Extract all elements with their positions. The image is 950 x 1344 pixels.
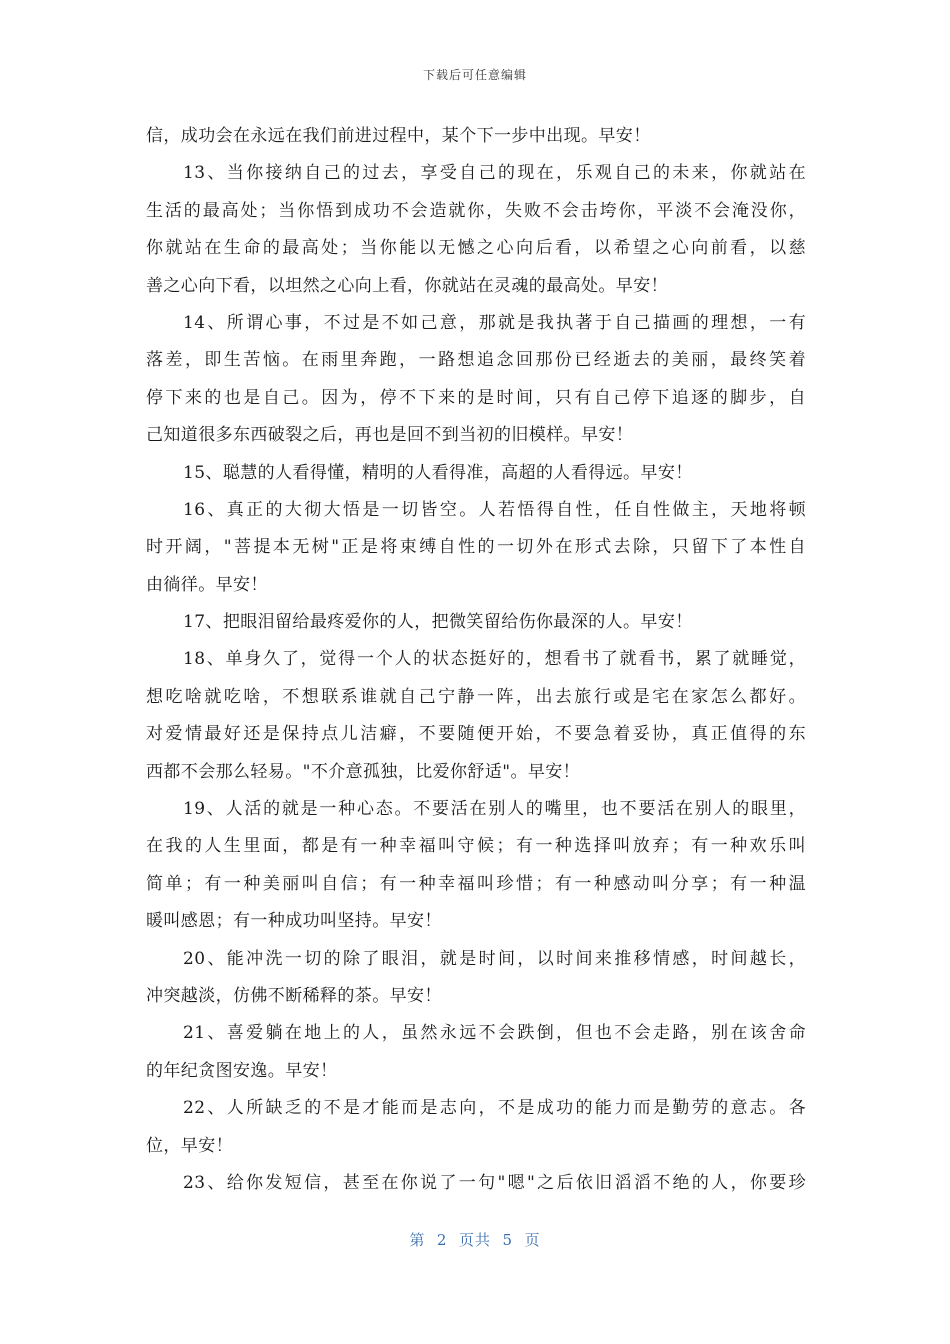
text-line: 暖叫感恩；有一种成功叫坚持。早安！ [146,911,442,932]
text-line: 信，成功会在永远在我们前进过程中，某个下一步中出现。早安！ [146,126,651,146]
text-line: 生活的最高处；当你悟到成功不会造就你，失败不会击垮你，平淡不会淹没你， [146,200,806,221]
text-line: 22、人所缺乏的不是才能而是志向，不是成功的能力而是勤劳的意志。各 [183,1098,806,1119]
text-line: 冲突越淡，仿佛不断稀释的茶。早安！ [146,985,442,1006]
document-body [146,118,806,1202]
text-line: 落差，即生苦恼。在雨里奔跑，一路想追念回那份已经逝去的美丽，最终笑着 [146,350,806,371]
text-line: 18、单身久了，觉得一个人的状态挺好的，想看书了就看书，累了就睡觉， [183,649,806,670]
text-line: 对爱情最好还是保持点儿洁癖，不要随便开始，不要急着妥协，真正值得的东 [146,724,806,745]
text-line: 想吃啥就吃啥，不想联系谁就自己宁静一阵，出去旅行或是宅在家怎么都好。 [146,686,806,707]
text-line: 14、所谓心事，不过是不如己意，那就是我执著于自己描画的理想，一有 [183,312,806,333]
text-line: 西都不会那么轻易。"不介意孤独，比爱你舒适"。早安！ [146,761,581,782]
text-line: 17、把眼泪留给最疼爱你的人，把微笑留给伤你最深的人。早安！ [183,612,693,633]
text-line: 位，早安！ [146,1135,233,1156]
text-line: 23、给你发短信，甚至在你说了一句"嗯"之后依旧滔滔不绝的人，你要珍 [183,1172,806,1193]
text-line: 时开阔，"菩提本无树"正是将束缚自性的一切外在形式去除，只留下了本性自 [146,537,806,558]
text-line: 20、能冲洗一切的除了眼泪，就是时间，以时间来推移情感，时间越长， [183,948,806,969]
text-line: 19、人活的就是一种心态。不要活在别人的嘴里，也不要活在别人的眼里， [183,799,806,820]
text-line: 在我的人生里面，都是有一种幸福叫守候；有一种选择叫放弃；有一种欢乐叫 [146,836,806,857]
text-line: 己知道很多东西破裂之后，再也是回不到当初的旧模样。早安！ [146,425,634,446]
page-header: 下载后可任意编辑 [422,68,527,82]
text-line: 的年纪贪图安逸。早安！ [146,1060,338,1081]
text-line: 善之心向下看，以坦然之心向上看，你就站在灵魂的最高处。早安！ [146,275,668,296]
text-line: 16、真正的大彻大悟是一切皆空。人若悟得自性，任自性做主，天地将顿 [183,499,806,520]
text-line: 21、喜爱躺在地上的人，虽然永远不会跌倒，但也不会走路，别在该舍命 [183,1023,806,1044]
text-line: 由徜徉。早安！ [146,574,268,595]
text-line: 你就站在生命的最高处；当你能以无憾之心向后看，以希望之心向前看，以慈 [146,238,806,259]
text-line: 13、当你接纳自己的过去，享受自己的现在，乐观自己的未来，你就站在 [183,163,806,184]
text-line: 停下来的也是自己。因为，停不下来的是时间，只有自己停下追逐的脚步，自 [146,387,806,408]
text-line: 15、聪慧的人看得懂，精明的人看得准，高超的人看得远。早安！ [183,462,693,483]
text-line: 简单；有一种美丽叫自信；有一种幸福叫珍惜；有一种感动叫分享；有一种温 [146,873,806,894]
page-footer: 第 2 页共 5 页 [409,1231,541,1249]
